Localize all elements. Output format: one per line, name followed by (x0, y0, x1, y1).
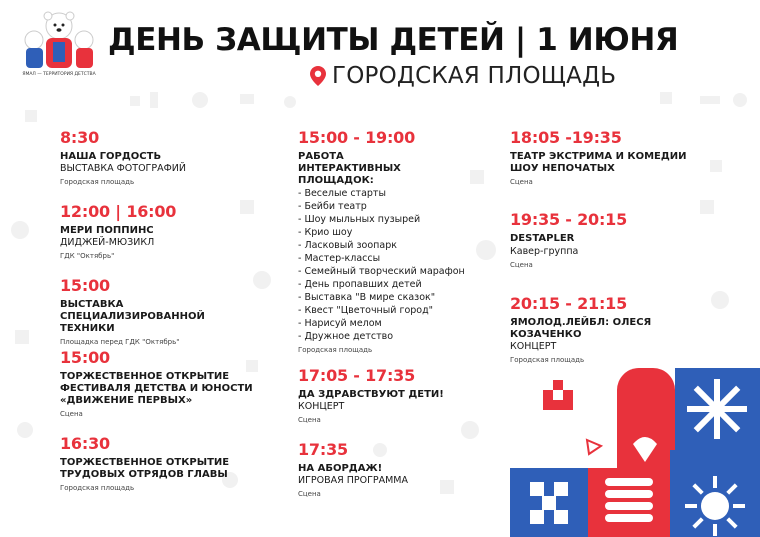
list-item: - Семейный творческий марафон (298, 266, 465, 277)
event-title: ТОРЖЕСТВЕННОЕ ОТКРЫТИЕ ФЕСТИВАЛЯ ДЕТСТВА И ЮНОСТИ «ДВИЖЕНИЕ ПЕРВЫХ» (60, 371, 253, 406)
list-item: - Шоу мыльных пузырей (298, 214, 421, 225)
event-item (298, 366, 488, 424)
list-item: - Мастер-классы (298, 253, 381, 264)
list-item: - Дружное детство (298, 331, 394, 342)
map-pin-icon (310, 66, 326, 86)
list-item: - Нарисуй мелом (298, 318, 382, 329)
event-title: НАША ГОРДОСТЬ (60, 151, 162, 162)
event-item (510, 128, 690, 186)
list-item: - День пропавших детей (298, 279, 422, 290)
event-time: 16:30 (60, 434, 110, 453)
event-item (60, 348, 256, 418)
event-time: 20:15 - 21:15 (510, 294, 628, 313)
location-line (310, 63, 616, 89)
event-item (510, 294, 690, 364)
event-title: МЕРИ ПОППИНС (60, 225, 154, 236)
event-venue: Городская площадь (298, 346, 373, 354)
event-venue: Сцена (510, 178, 533, 186)
logo-caption: ЯМАЛ — ТЕРРИТОРИЯ ДЕТСТВА (22, 72, 96, 77)
event-time: 18:05 -19:35 (510, 128, 622, 147)
event-venue: Городская площадь (510, 356, 585, 364)
event-title: ТЕАТР ЭКСТРИМА И КОМЕДИИ ШОУ НЕПОЧАТЫХ (510, 151, 687, 174)
event-title: ТОРЖЕСТВЕННОЕ ОТКРЫТИЕ ТРУДОВЫХ ОТРЯДОВ ГЛАВЫ (60, 457, 230, 480)
list-item: - Квест "Цветочный город" (298, 305, 434, 316)
event-time: 15:00 (60, 276, 110, 295)
event-time: 15:00 (60, 348, 110, 367)
event-time: 19:35 - 20:15 (510, 210, 628, 229)
event-item (60, 434, 230, 492)
event-title: РАБОТА ИНТЕРАКТИВНЫХ ПЛОЩАДОК: (298, 151, 401, 186)
event-venue: Городская площадь (60, 484, 135, 492)
event-venue: Городская площадь (60, 178, 135, 186)
event-venue: Сцена (298, 490, 321, 498)
list-item: - Веселые старты (298, 188, 386, 199)
event-time: 15:00 - 19:00 (298, 128, 416, 147)
location-label: ГОРОДСКАЯ ПЛОЩАДЬ (332, 63, 617, 89)
event-title: ЯМОЛОД.ЛЕЙБЛ: ОЛЕСЯ КОЗАЧЕНКО (510, 317, 652, 340)
list-item: - Ласковый зоопарк (298, 240, 397, 251)
event-item (60, 202, 176, 260)
event-title: ВЫСТАВКА СПЕЦИАЛИЗИРОВАННОЙ ТЕХНИКИ (60, 299, 205, 334)
polar-bear-mascot-logo (20, 8, 98, 90)
event-subtitle: ДИДЖЕЙ-МЮЗИКЛ (60, 237, 155, 248)
event-venue: ГДК "Октябрь" (60, 252, 115, 260)
event-time: 8:30 (60, 128, 99, 147)
event-title: ДА ЗДРАВСТВУЮТ ДЕТИ! (298, 389, 444, 400)
event-item (60, 128, 186, 186)
event-title: НА АБОРДАЖ! (298, 463, 383, 474)
activities-list (298, 187, 488, 343)
event-item (298, 128, 488, 354)
event-venue: Сцена (510, 261, 533, 269)
event-item (298, 440, 488, 498)
list-item: - Выставка "В мире сказок" (298, 292, 436, 303)
event-item (60, 276, 260, 346)
event-venue: Площадка перед ГДК "Октябрь" (60, 338, 180, 346)
list-item: - Бейби театр (298, 201, 367, 212)
event-subtitle: ВЫСТАВКА ФОТОГРАФИЙ (60, 163, 186, 174)
event-venue: Сцена (60, 410, 83, 418)
event-venue: Сцена (298, 416, 321, 424)
event-time: 17:05 - 17:35 (298, 366, 416, 385)
event-title: DESTAPLER (510, 233, 575, 244)
list-item: - Крио шоу (298, 227, 353, 238)
event-subtitle: ИГРОВАЯ ПРОГРАММА (298, 475, 409, 486)
event-time: 12:00 | 16:00 (60, 202, 177, 221)
event-item (510, 210, 690, 269)
event-subtitle: Кавер-группа (510, 246, 579, 257)
decorative-ornament (505, 366, 760, 537)
event-subtitle: КОНЦЕРТ (510, 341, 557, 352)
event-time: 17:35 (298, 440, 348, 459)
page-title: ДЕНЬ ЗАЩИТЫ ДЕТЕЙ | 1 ИЮНЯ (108, 22, 679, 58)
event-subtitle: КОНЦЕРТ (298, 401, 345, 412)
